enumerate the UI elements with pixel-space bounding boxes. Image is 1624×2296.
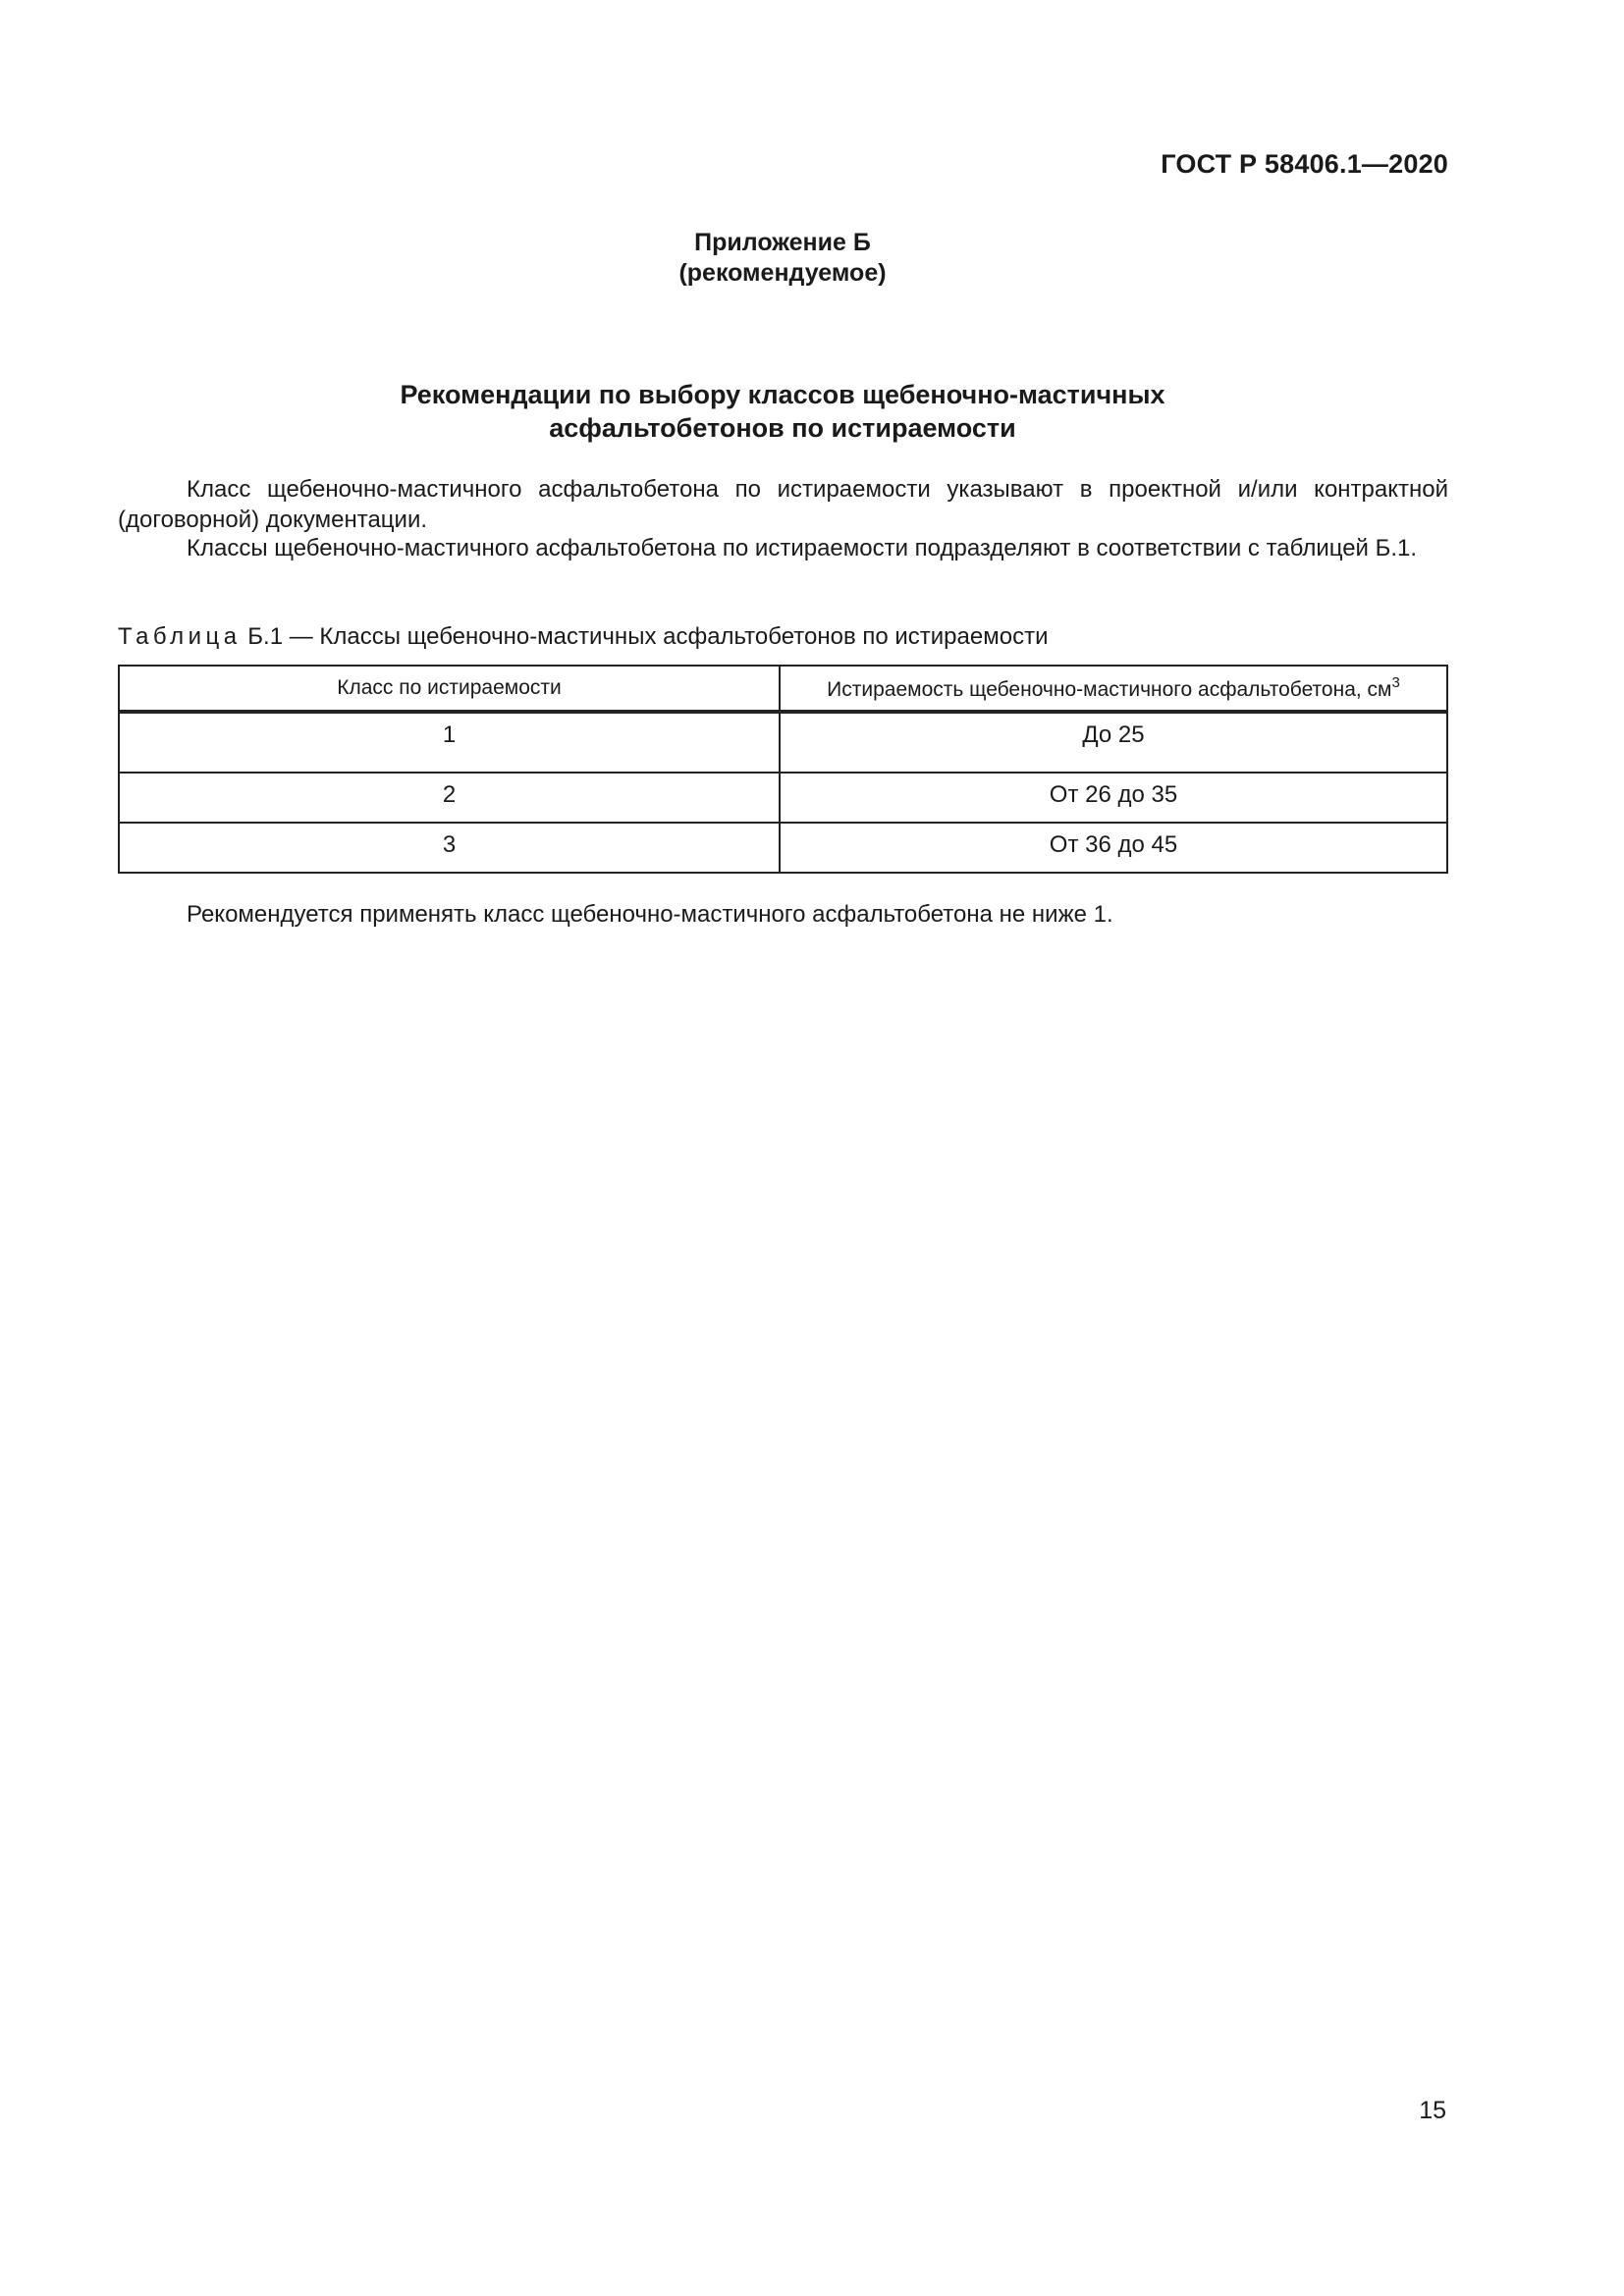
- document-code: ГОСТ Р 58406.1—2020: [1161, 149, 1448, 179]
- table-row: [119, 823, 1447, 873]
- section-title: [0, 378, 1565, 445]
- cell-abrasion: От 26 до 35: [780, 773, 1447, 823]
- section-title-line-2: асфальтобетонов по истираемости: [549, 413, 1016, 443]
- page-number: 15: [1419, 2097, 1446, 2124]
- appendix-title: Приложение Б: [694, 229, 871, 256]
- abrasion-class-table: [118, 665, 1448, 874]
- paragraph-2: Классы щебеночно-мастичного асфальтобетона по истираемости подразделяют в соответствии с таблицей Б.1.: [187, 535, 1418, 561]
- cell-class: 3: [119, 823, 780, 873]
- table-header-row: [119, 666, 1447, 712]
- recommendation-note: Рекомендуется применять класс щебеночно-мастичного асфальтобетона не ниже 1.: [187, 901, 1113, 928]
- table-row: [119, 712, 1447, 773]
- header-class: Класс по истираемости: [119, 666, 780, 712]
- table-row: [119, 773, 1447, 823]
- header-abrasion-unit-exponent: 3: [1391, 674, 1400, 691]
- table-caption-text: Б.1 — Классы щебеночно-мастичных асфальтобетонов по истираемости: [247, 623, 1049, 650]
- header-abrasion-text: Истираемость щебеночно-мастичного асфальтобетона, см: [827, 678, 1392, 701]
- section-title-line-1: Рекомендации по выбору классов щебеночно-мастичных: [400, 380, 1165, 409]
- cell-class: 1: [119, 712, 780, 773]
- table-caption: [118, 621, 1048, 652]
- cell-abrasion: До 25: [780, 712, 1447, 773]
- paragraph-1: Класс щебеночно-мастичного асфальтобетона по истираемости указывают в проектной и/или контрактной (договорной) документации.: [118, 476, 1448, 533]
- cell-class: 2: [119, 773, 780, 823]
- header-abrasion: [780, 666, 1447, 712]
- table-caption-label: Таблица: [118, 623, 242, 650]
- appendix-status: (рекомендуемое): [678, 259, 887, 287]
- appendix-heading: [0, 228, 1565, 289]
- cell-abrasion: От 36 до 45: [780, 823, 1447, 873]
